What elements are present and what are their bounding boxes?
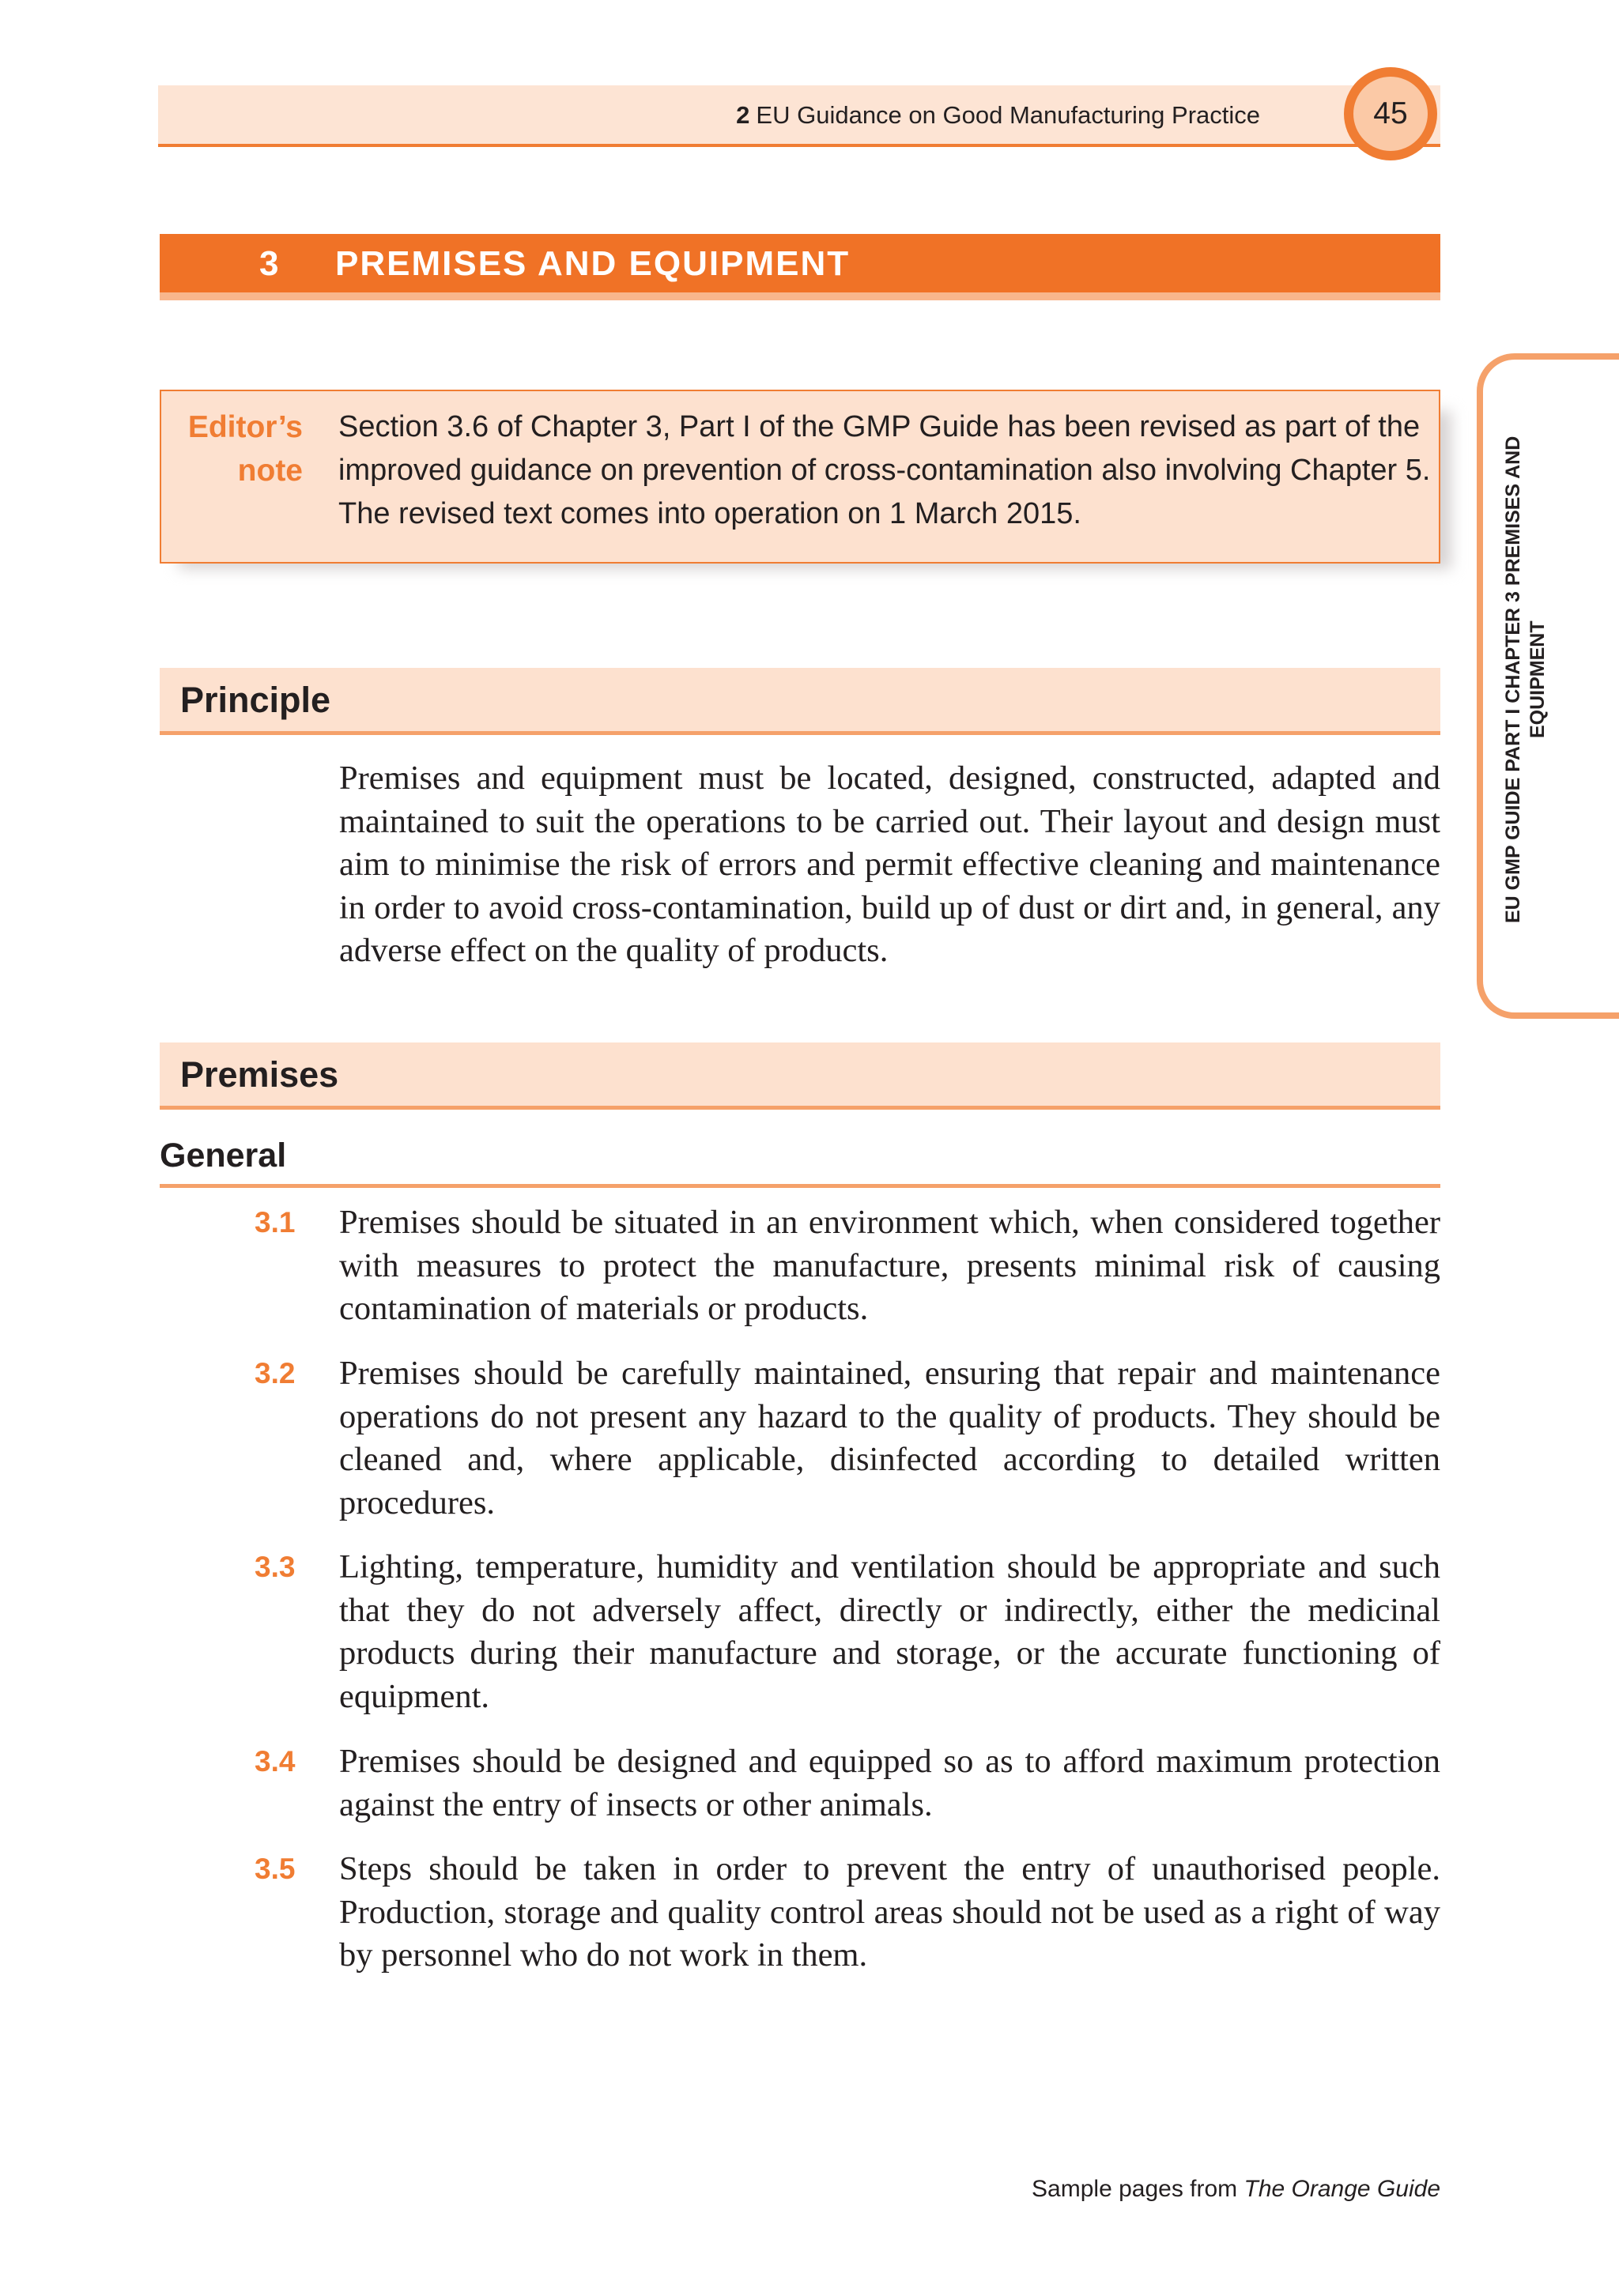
clause-number: 3.5: [255, 1853, 296, 1885]
running-header: [158, 85, 1440, 147]
clause-text: Premises should be carefully maintained, ensuring that repair and maintenance operations do not present any hazard to the quality of products. They should be cleaned and, where applicable, disinfected according to detailed written procedures.: [339, 1355, 1440, 1521]
clause-number: 3.4: [255, 1745, 296, 1778]
clause-number: 3.2: [255, 1357, 296, 1389]
page-number-badge: [1344, 67, 1437, 160]
editors-note-label-line1: Editor’s: [187, 410, 303, 444]
chapter-title-bar: [160, 234, 1440, 300]
page-number: 45: [1353, 77, 1428, 151]
clause-number: 3.3: [255, 1551, 296, 1583]
chapter-number: 3: [259, 244, 281, 283]
editors-note-text: Section 3.6 of Chapter 3, Part I of the GMP Guide has been revised as part of the improved guidance on prevention of cross-contamination also involving Chapter 5. The revised text comes into operation on 1 March 2015.: [338, 410, 1431, 530]
footer-prefix: Sample pages from: [1032, 2176, 1238, 2202]
principle-heading-band: [160, 668, 1440, 735]
clause-text: Lighting, temperature, humidity and ventilation should be appropriate and such that they do not adversely affect, directly or indirectly, either the medicinal products during their manufacture and storage, or the accurate functioning of equipment.: [339, 1548, 1440, 1715]
clause-text: Premises should be situated in an environment which, when considered together with measures to protect the manufacture, presents minimal risk of causing contamination of materials or products.: [339, 1204, 1440, 1327]
side-tab-label: EU GMP GUIDE PART I CHAPTER 3 PREMISES AND EQUIPMENT: [1502, 435, 1549, 924]
footer-book-title: The Orange Guide: [1243, 2176, 1440, 2202]
premises-heading: Premises: [180, 1054, 339, 1095]
principle-heading: Principle: [180, 680, 331, 720]
premises-heading-band: [160, 1042, 1440, 1110]
general-subheading: General: [160, 1137, 287, 1174]
header-chapter-number: 2: [736, 101, 750, 129]
clause-number: 3.1: [255, 1206, 296, 1238]
header-running-title: EU Guidance on Good Manufacturing Practice: [756, 101, 1260, 129]
clause-text: Steps should be taken in order to prevent the entry of unauthorised people. Production, storage and quality control areas should not be used as a right of way by personnel who do not work in them.: [339, 1850, 1440, 1974]
editors-note-label-line2: note: [237, 454, 303, 488]
editors-note-label: [188, 405, 303, 492]
footer: [1032, 2175, 1440, 2204]
general-subheading-row: [160, 1132, 1440, 1188]
clause-text: Premises should be designed and equipped so as to afford maximum protection against the entry of insects or other animals.: [339, 1743, 1440, 1823]
chapter-title: PREMISES AND EQUIPMENT: [335, 244, 851, 283]
running-header-text: [736, 100, 1260, 131]
principle-text: Premises and equipment must be located, designed, constructed, adapted and maintained to suit the operations to be carried out. Their layout and design must aim to minimise the risk of errors and permit effective cleaning and maintenance in order to avoid cross-contamination, build up of dust or dirt and, in general, any adverse effect on the quality of products.: [339, 760, 1440, 969]
editors-note: [160, 390, 1440, 564]
